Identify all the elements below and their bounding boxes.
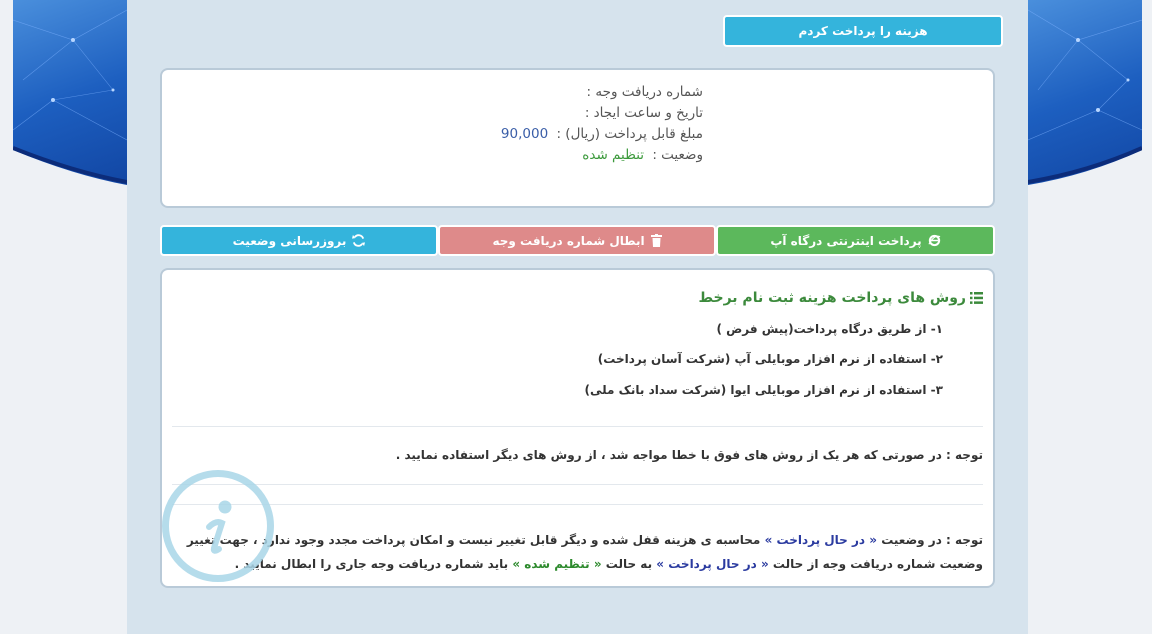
refresh-icon	[352, 234, 365, 247]
payment-methods-title-text: روش های پرداخت هزینه ثبت نام برخط	[698, 290, 966, 306]
left-decor-panel	[13, 0, 127, 220]
error-note: توجه : در صورتی که هر یک از روش های فوق با خطا مواجه شد ، از روش های دیگر استفاده نمایید .	[395, 448, 983, 462]
refresh-status-label: بروزرسانی وضعیت	[232, 233, 347, 248]
refresh-status-button[interactable]	[160, 225, 438, 256]
lock-note-text: محاسبه ی هزینه قفل شده و دیگر قابل تغییر نیست و امکان پرداخت مجدد وجود ندارد ، جهت تغییر وضعیت شماره دریافت وجه از حالت	[186, 533, 983, 571]
payment-methods-card	[160, 268, 995, 588]
lock-note-text: باید شماره دریافت وجه جاری را ابطال نمایید .	[234, 557, 509, 571]
ie-icon	[928, 234, 941, 247]
online-payment-label: پرداخت اینترنتی درگاه آپ	[770, 233, 922, 248]
online-payment-button[interactable]	[716, 225, 995, 256]
cancel-receipt-button[interactable]	[438, 225, 716, 256]
status-highlight-set: « تنظیم شده »	[512, 557, 602, 571]
lock-note-text: به حالت	[605, 557, 653, 571]
divider	[172, 504, 983, 505]
paid-confirm-label: هزینه را پرداخت کردم	[798, 24, 928, 38]
right-decor-panel	[1028, 0, 1142, 220]
receipt-number-row	[501, 82, 703, 103]
status-highlight-paying: « در حال پرداخت »	[656, 557, 769, 571]
amount-row	[501, 124, 703, 145]
status-row	[501, 145, 703, 166]
receipt-info-card	[160, 68, 995, 208]
amount-label: مبلغ قابل پرداخت (ریال) :	[556, 126, 703, 142]
created-date-label: تاریخ و ساعت ایجاد :	[584, 105, 703, 121]
lock-note-text: توجه : در وضعیت	[881, 533, 983, 547]
method-item: ۳- استفاده از نرم افزار موبایلی ایوا (شرکت سداد بانک ملی)	[584, 383, 943, 397]
receipt-info-lines	[501, 82, 703, 166]
payment-methods-title	[699, 290, 983, 306]
network-pattern-right	[1028, 0, 1142, 220]
method-item: ۱- از طریق درگاه پرداخت(پیش فرض )	[716, 322, 943, 336]
lock-note	[173, 528, 983, 576]
divider	[172, 426, 983, 427]
paid-confirm-button[interactable]	[723, 15, 1003, 47]
status-label: وضعیت :	[652, 147, 703, 163]
cancel-receipt-label: ابطال شماره دریافت وجه	[492, 233, 645, 248]
receipt-number-label: شماره دریافت وجه :	[586, 84, 703, 100]
network-pattern-left	[13, 0, 127, 220]
status-value: تنظیم شده	[582, 147, 645, 163]
status-highlight-paying: « در حال پرداخت »	[764, 533, 878, 547]
list-icon	[970, 292, 983, 304]
info-icon	[162, 470, 274, 582]
created-date-row	[501, 103, 703, 124]
amount-value: 90,000	[500, 126, 549, 142]
divider	[172, 484, 983, 485]
trash-icon	[651, 234, 662, 247]
method-item: ۲- استفاده از نرم افزار موبایلی آپ (شرکت آسان پرداخت)	[597, 352, 943, 366]
